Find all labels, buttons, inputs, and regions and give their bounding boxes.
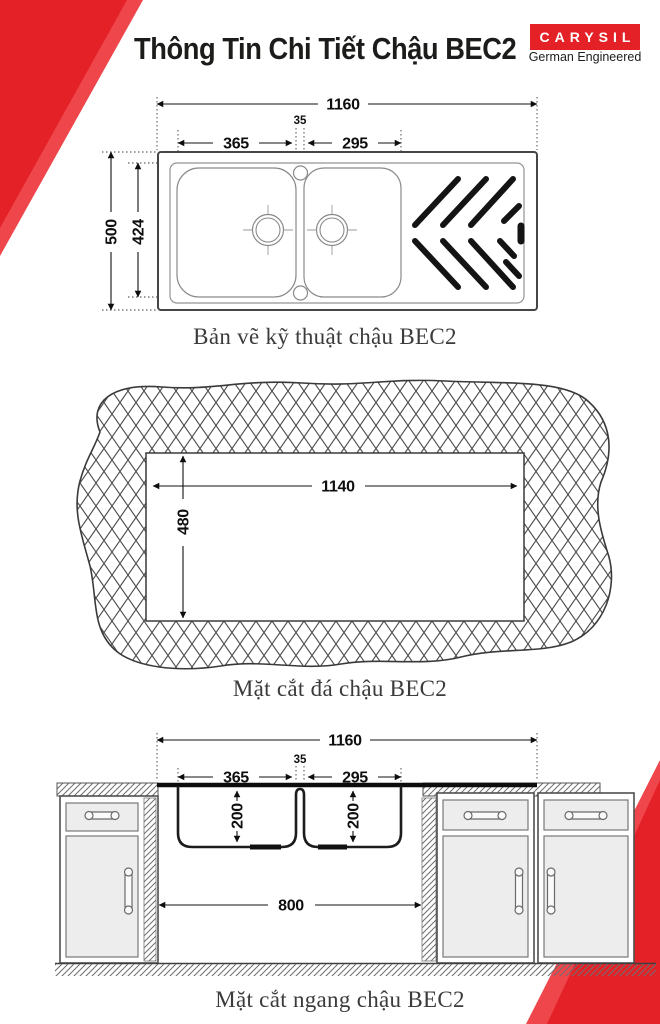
- brand-logo: [530, 24, 640, 50]
- dim-label: 424: [130, 219, 148, 245]
- door-handle: [125, 868, 133, 914]
- dim-section-divider: [294, 754, 307, 766]
- dim-left-bowl-depth: [230, 791, 247, 842]
- dim-plan-overall-width: [157, 97, 537, 114]
- cross-section-drawing: [55, 733, 656, 977]
- dim-label: 1160: [328, 732, 362, 750]
- dim-cabinet-opening: [159, 898, 421, 915]
- right-cabinets: [422, 793, 634, 963]
- faucet-hole-top: [294, 166, 308, 180]
- faucet-hole-bottom: [294, 286, 308, 300]
- brand-name: CARYSIL: [539, 29, 636, 45]
- dim-label: 200: [345, 803, 363, 829]
- door-handle: [515, 868, 523, 914]
- dim-plan-left-bowl: [178, 136, 292, 153]
- plan-drawing: [102, 97, 537, 311]
- dim-label: 295: [342, 769, 368, 787]
- dim-label: 365: [223, 135, 249, 153]
- drawer-handle: [85, 812, 119, 820]
- dim-label: 480: [175, 509, 193, 535]
- page-title: Thông Tin Chi Tiết Chậu BEC2: [133, 31, 517, 66]
- dim-label: 295: [342, 135, 368, 153]
- ground-hatch: [55, 964, 656, 976]
- dim-label: 35: [293, 754, 307, 766]
- dim-label: 500: [103, 219, 121, 245]
- dim-plan-inner-depth: [131, 163, 148, 297]
- plan-caption: Bản vẽ kỹ thuật chậu BEC2: [193, 324, 457, 349]
- countertop-left: [57, 783, 158, 796]
- dim-label: 800: [278, 897, 304, 915]
- cross-section-caption: Mặt cắt ngang chậu BEC2: [215, 987, 465, 1012]
- stone-cutout-drawing: [77, 380, 611, 668]
- cabinet-side-panel: [144, 798, 156, 961]
- dim-right-bowl-depth: [346, 791, 363, 842]
- dim-label: 1140: [321, 478, 355, 496]
- dim-label: 365: [223, 769, 249, 787]
- left-cabinet: [60, 796, 158, 963]
- door-handle: [547, 868, 555, 914]
- cabinet-side-panel: [422, 798, 436, 961]
- door-front: [544, 836, 628, 957]
- bowls-section-outline: [178, 787, 401, 847]
- dim-label: 35: [293, 115, 307, 127]
- stone-cutout-caption: Mặt cắt đá chậu BEC2: [232, 676, 448, 701]
- brand-tagline: German Engineered: [528, 50, 642, 64]
- drawer-handle: [565, 812, 607, 820]
- drawer-handle: [464, 812, 506, 820]
- sink-top-view: [158, 152, 537, 310]
- dim-plan-divider: [294, 115, 307, 127]
- dim-plan-outer-depth: [104, 152, 121, 310]
- dim-section-overall-width: [157, 733, 537, 750]
- dim-label: 200: [229, 803, 247, 829]
- dim-label: 1160: [326, 96, 360, 114]
- dim-plan-right-bowl: [308, 136, 401, 153]
